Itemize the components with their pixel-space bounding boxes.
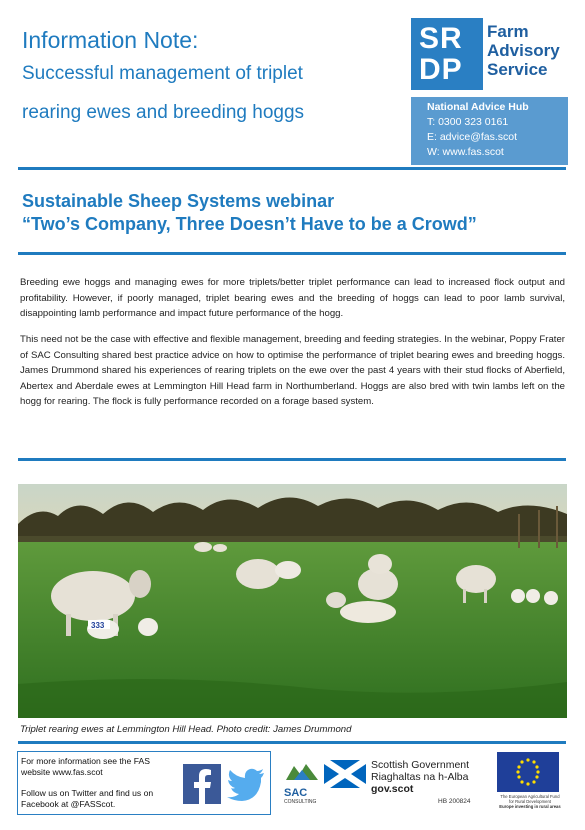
divider-top xyxy=(18,167,566,170)
eu-flag-icon xyxy=(497,752,559,792)
more-info-line2[interactable]: website www.fas.scot xyxy=(21,767,103,777)
webinar-subtitle: “Two’s Company, Three Doesn’t Have to be a Crowd” xyxy=(22,214,477,234)
eu-line1: The European Agricultural Fund xyxy=(500,794,560,799)
logo-name-line1: Farm xyxy=(487,22,529,41)
divider-footer xyxy=(18,741,566,744)
eu-caption xyxy=(497,794,563,809)
fas-logo-name xyxy=(487,22,560,79)
saltire-flag-icon xyxy=(324,760,366,788)
sheep-photo xyxy=(18,484,567,718)
gov-name-gd: Riaghaltas na h-Alba xyxy=(371,771,469,783)
photo-caption: Triplet rearing ewes at Lemmington Hill Head. Photo credit: James Drummond xyxy=(20,724,352,735)
logo-name-line3: Service xyxy=(487,60,548,79)
facebook-icon[interactable] xyxy=(183,764,221,804)
advice-hub-web[interactable]: W: www.fas.scot xyxy=(427,146,504,158)
sac-logo xyxy=(284,760,320,810)
gov-name-en: Scottish Government xyxy=(371,759,470,771)
scottish-government-logo xyxy=(371,759,469,795)
eu-line2: for Rural Development xyxy=(509,799,551,804)
advice-hub-title: National Advice Hub xyxy=(427,101,529,113)
body-paragraph-1: Breeding ewe hoggs and managing ewes for more triplets/better triplet performance can lead to increased flock output and profitability. However, if poorly managed, triplet bearing ewes and the breeding of hoggs can lead to poor lamb survival, disappointing lamb performance and impact future performance of the hogg. xyxy=(20,277,565,319)
sac-label: SAC xyxy=(284,787,308,799)
document-subtitle-line2: rearing ewes and breeding hoggs xyxy=(22,102,305,123)
follow-line1: Follow us on Twitter and find us on xyxy=(21,788,154,798)
body-paragraph-2: This need not be the case with effective and flexible management, breeding and feeding strategies. In the webinar, Poppy Frater of SAC Consulting shared best practice advice on how to optimise the performance of triplet bearing ewes and breeding hoggs. James Drummond shared his experiences of rearing triplets on the ewe over the past 4 years with their stud flocks of Aberfield, Abertex and Aberdale ewes at Lemmington Hill Head farm in Northumberland. Hoggs are also bred with twin lambs left on the hogg for rearing. The flock is fully performance recorded on a forage based system. xyxy=(20,334,565,407)
logo-letters-top: SR xyxy=(419,22,463,55)
srdp-logo xyxy=(411,18,483,90)
advice-hub-phone[interactable]: T: 0300 323 0161 xyxy=(427,116,509,128)
advice-hub-email[interactable]: E: advice@fas.scot xyxy=(427,131,518,143)
ear-tag-number: 333 xyxy=(91,621,105,630)
logo-letters-bottom: DP xyxy=(419,53,463,86)
logo-name-line2: Advisory xyxy=(487,41,560,60)
document-subtitle-line1: Successful management of triplet xyxy=(22,63,303,84)
advice-hub-box xyxy=(411,97,568,165)
sac-sub: CONSULTING xyxy=(284,799,317,805)
twitter-icon[interactable] xyxy=(226,764,266,804)
webinar-title: Sustainable Sheep Systems webinar xyxy=(22,191,335,211)
divider-mid xyxy=(18,252,566,255)
gov-url[interactable]: gov.scot xyxy=(371,783,414,795)
more-info-line1: For more information see the FAS xyxy=(21,756,150,766)
document-title: Information Note: xyxy=(22,27,199,53)
eu-line3: Europe investing in rural areas xyxy=(499,804,561,809)
follow-line2[interactable]: Facebook at @FASScot. xyxy=(21,799,116,809)
divider-body xyxy=(18,458,566,461)
document-reference: HB 200824 xyxy=(438,798,471,805)
